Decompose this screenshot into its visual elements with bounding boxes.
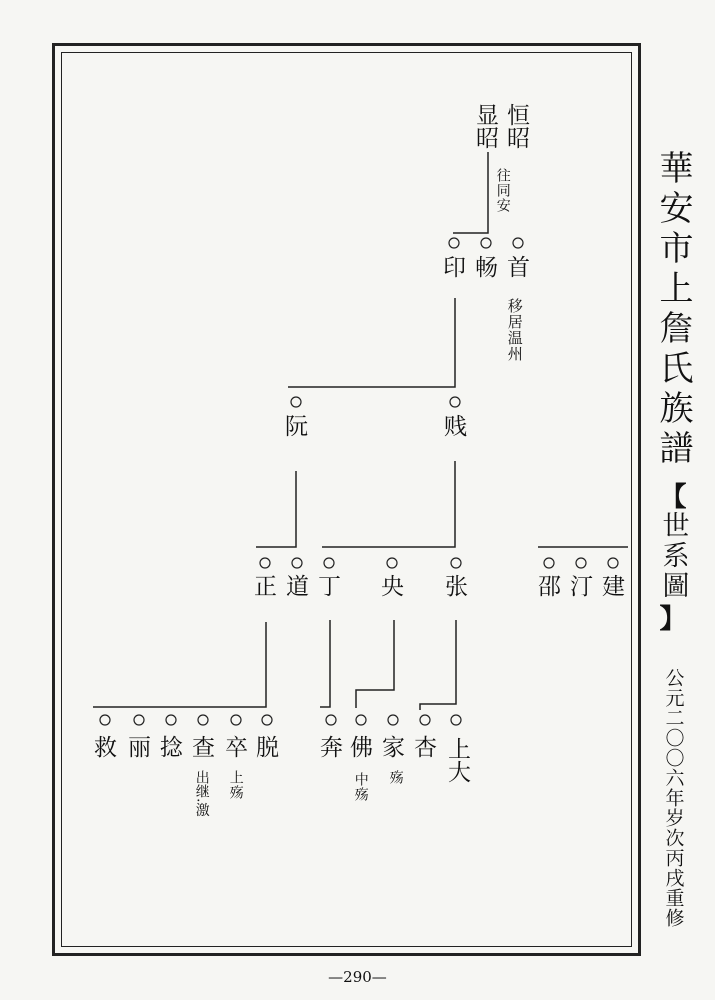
marker-dao: [292, 558, 302, 568]
marker-ruan: [291, 397, 301, 407]
name-jianjian: 建: [602, 574, 625, 600]
marker-shangda: [451, 715, 461, 725]
name-yin: 印: [443, 255, 466, 281]
connector-zhang: [420, 620, 456, 710]
name-shao: 邵: [538, 574, 561, 600]
note-yijuwenzhou: 移居温州: [505, 298, 524, 362]
connector-top: [453, 152, 488, 233]
name-ding: 丁: [318, 574, 341, 600]
book-title: 華安市上詹氏族譜: [653, 150, 693, 470]
page-number: —290—: [328, 968, 387, 986]
marker-yang: [387, 558, 397, 568]
bracket-close: 】: [659, 604, 687, 635]
marker-cha: [198, 715, 208, 725]
name-jia: 家: [382, 735, 405, 761]
connector-ruan: [256, 471, 296, 547]
marker-jia: [388, 715, 398, 725]
name-ting: 汀: [570, 574, 593, 600]
marker-xing: [420, 715, 430, 725]
edition-note: 公元二〇〇六年岁次丙戌重修: [662, 668, 685, 928]
name-tuo: 脱: [256, 735, 279, 761]
name-zheng: 正: [254, 574, 277, 600]
bracket-open: 【: [659, 482, 687, 513]
name-zu: 卒: [225, 735, 248, 761]
note-shangshang: 上殇: [227, 770, 244, 800]
marker-ding: [324, 558, 334, 568]
note-wangtongan: 往同安: [494, 168, 511, 213]
marker-zheng: [260, 558, 270, 568]
marker-nian: [166, 715, 176, 725]
name-shou: 首: [507, 255, 530, 281]
marker-chang: [481, 238, 491, 248]
marker-shao: [544, 558, 554, 568]
name-li: 丽: [128, 735, 151, 761]
section-label: 世系圖: [657, 511, 689, 601]
book-title-spine: [648, 150, 698, 474]
marker-zhang: [451, 558, 461, 568]
note-shang: 殇: [387, 770, 404, 785]
name-xing: 杏: [414, 735, 437, 761]
edition-note-block: [657, 668, 691, 933]
name-nian: 捻: [160, 735, 183, 761]
marker-zu: [231, 715, 241, 725]
marker-li: [134, 715, 144, 725]
name-chang: 畅: [475, 255, 498, 281]
connector-g1-g2: [288, 298, 455, 387]
name-hengzhao: 恒昭: [503, 103, 529, 149]
connector-ding: [320, 620, 330, 707]
marker-jiu: [100, 715, 110, 725]
name-jian: 贱: [444, 414, 467, 440]
name-zhang: 张: [445, 574, 468, 600]
marker-fo: [356, 715, 366, 725]
connector-jian: [322, 461, 455, 547]
marker-yin: [449, 238, 459, 248]
connector-yang: [356, 620, 394, 708]
name-cha: 查: [192, 735, 215, 761]
name-fo: 佛: [350, 735, 373, 761]
name-jiu: 救: [94, 735, 117, 761]
marker-shou: [513, 238, 523, 248]
marker-jianjian: [608, 558, 618, 568]
note-zhongshang: 中殇: [352, 772, 369, 802]
marker-ben: [326, 715, 336, 725]
marker-ting: [576, 558, 586, 568]
name-xianzhao: 显昭: [472, 103, 498, 149]
name-yang: 央: [381, 574, 404, 600]
name-ben: 奔: [320, 735, 343, 761]
name-ruan: 阮: [285, 414, 308, 440]
name-shangda: 上大: [444, 737, 470, 783]
connector-zheng: [93, 622, 266, 707]
marker-jian: [450, 397, 460, 407]
marker-tuo: [262, 715, 272, 725]
name-dao: 道: [286, 574, 309, 600]
note-chuji: 出继.激: [193, 770, 210, 817]
section-label-block: [652, 484, 694, 633]
